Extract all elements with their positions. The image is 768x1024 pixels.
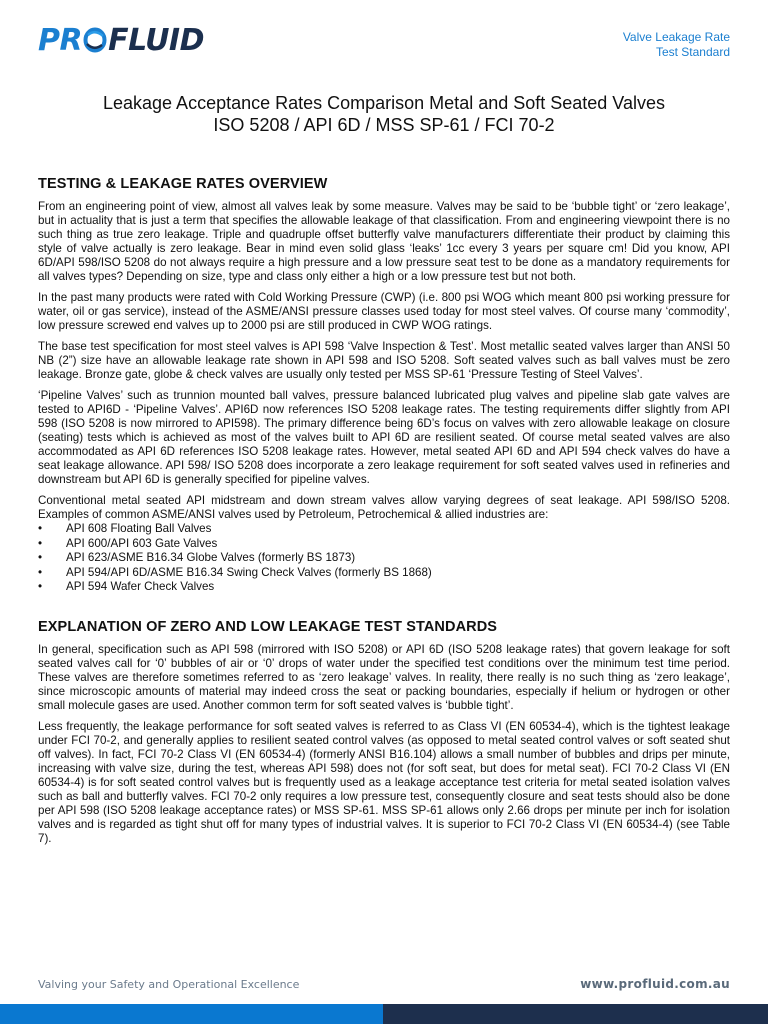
footer-tagline: Valving your Safety and Operational Excellence — [38, 978, 300, 991]
document-body — [38, 176, 730, 853]
document-type-label — [623, 30, 730, 60]
footer-bar-right — [383, 1004, 768, 1024]
paragraph: ‘Pipeline Valves’ such as trunnion mounted ball valves, pressure balanced lubricated plug valves and pipeline slab gate valves are tested to API6D - ‘Pipeline Valves’. API6D now references ISO 5208 leakage rates. The testing requirements differ slightly from API 598 (ISO 5208 is now mirrored to API598). The primary difference being 6D’s focus on valves with zero allowable leakage on closure (seating) tests which is achieved as most of the valves built to API 6D are resilient seated. Of course metal seated valves are also accommodated as API 6D references ISO 5208 leakage rates. However, metal seated API 6D and API 594 check valves do have a seat leakage allowance. API 598/ ISO 5208 does incorporate a zero leakage requirement for soft seated valves used in refineries and downstream but API 6D is generally specified for pipeline valves. — [38, 389, 730, 486]
page-header — [0, 0, 768, 80]
list-item: • API 608 Floating Ball Valves — [38, 522, 730, 537]
list-item: • API 623/ASME B16.34 Globe Valves (formerly BS 1873) — [38, 551, 730, 566]
footer-website-link[interactable]: www.profluid.com.au — [580, 977, 730, 991]
section-heading-zero-leakage: EXPLANATION OF ZERO AND LOW LEAKAGE TEST STANDARDS — [38, 618, 498, 635]
profluid-logo — [38, 24, 204, 58]
section-heading-overview: TESTING & LEAKAGE RATES OVERVIEW — [38, 176, 328, 192]
paragraph: From an engineering point of view, almost all valves leak by some measure. Valves may be said to be ‘bubble tight’ or ‘zero leakage’, but in actuality that is just a term that specifies the allowable leakage of that classification. From and engineering viewpoint there is no such thing as true zero leakage. Triple and quadruple offset butterfly valve manufacturers differentiate their product by claiming this style of valve actually is zero leakage. Bear in mind even solid glass ‘leaks’ 1cc every 3 years per square cm! Did you know, API 6D/API 598/ISO 5208 do not always require a high pressure and a low pressure seat test to be done as a mandatory requirements for all valves types? Depending on size, type and class only either a high or a low pressure test but not both. — [38, 200, 730, 283]
logo-suffix: FLUID — [108, 23, 204, 58]
logo-swirl-icon — [83, 27, 107, 53]
paragraph: In the past many products were rated with Cold Working Pressure (CWP) (i.e. 800 psi WOG which meant 800 psi working pressure for water, oil or gas service), instead of the ASME/ANSI pressure classes used today for most steel valves. Of course many ‘commodity’, low pressure screwed end valves up to 2000 psi are still produced in CWP WOG ratings. — [38, 291, 730, 332]
document-title — [0, 92, 768, 136]
list-item: • API 594 Wafer Check Valves — [38, 580, 730, 595]
title-line1: Leakage Acceptance Rates Comparison Metal and Soft Seated Valves — [102, 93, 665, 113]
valve-type-list — [38, 522, 730, 595]
paragraph: In general, specification such as API 598 (mirrored with ISO 5208) or API 6D (ISO 5208 leakage rates) that govern leakage for soft seated valves call for ‘0’ bubbles of air or ‘0’ drops of water under the specified test conditions over the minimum test time period. These valves are therefore sometimes referred to as ‘zero leakage’ valves. In reality, there really is no such thing as ‘zero leakage’, since microscopic amounts of material may indeed cross the seat or packing boundaries, especially if helium or hydrogen or other small molecule gases are used. Another common term for soft seated valves is ‘bubble tight’. — [38, 642, 730, 712]
list-item: • API 594/API 6D/ASME B16.34 Swing Check Valves (formerly BS 1868) — [38, 566, 730, 581]
paragraph: Less frequently, the leakage performance for soft seated valves is referred to as Class VI (EN 60534-4), which is the tightest leakage under FCI 70-2, and generally applies to resilient seated control valves (as opposed to metal seated control valves or soft seated shut off valves). In fact, FCI 70-2 Class VI (EN 60534-4) (formerly ANSI B16.104) allows a small number of bubbles and drips per minute, increasing with valve size, during the test, whereas API 598) does not (for soft seat, but does for metal seat). FCI 70-2 Class VI (EN 60534-4) is for soft seated control valves but is frequently used as a leakage acceptance test criteria for metal seated isolation valves such as ball and butterfly valves. FCI 70-2 only requires a low pressure test, consequently closure and seat tests should also be done per API 598 (ISO 5208 leakage acceptance rates) or MSS SP-61. MSS SP-61 allows only 2.66 drops per minute per inch for isolation valves and is regarded as tight shut off for many types of industrial valves. It is superior to FCI 70-2 Class VI (EN 60534-4) (see Table 7). — [38, 719, 730, 845]
footer-bar-left — [0, 1004, 383, 1024]
paragraph: The base test specification for most steel valves is API 598 ‘Valve Inspection & Test’. Most metallic seated valves larger than ANSI 50 NB (2”) size have an allowable leakage rate shown in API 598 and ISO 5208. Soft seated valves such as ball valves must be zero leakage. Bronze gate, globe & check valves are usually only tested per MSS SP-61 ‘Pressure Testing of Steel Valves’. — [38, 340, 730, 381]
document-type-line1: Valve Leakage Rate — [622, 30, 730, 44]
title-line2: ISO 5208 / API 6D / MSS SP-61 / FCI 70-2 — [213, 115, 555, 135]
paragraph: Conventional metal seated API midstream and down stream valves allow varying degrees of seat leakage. API 598/ISO 5208. Examples of common ASME/ANSI valves used by Petroleum, Petrochemical & allied industries are: — [38, 494, 730, 521]
logo-prefix: PR — [38, 23, 83, 58]
document-type-line2: Test Standard — [655, 45, 730, 59]
list-item: • API 600/API 603 Gate Valves — [38, 537, 730, 552]
